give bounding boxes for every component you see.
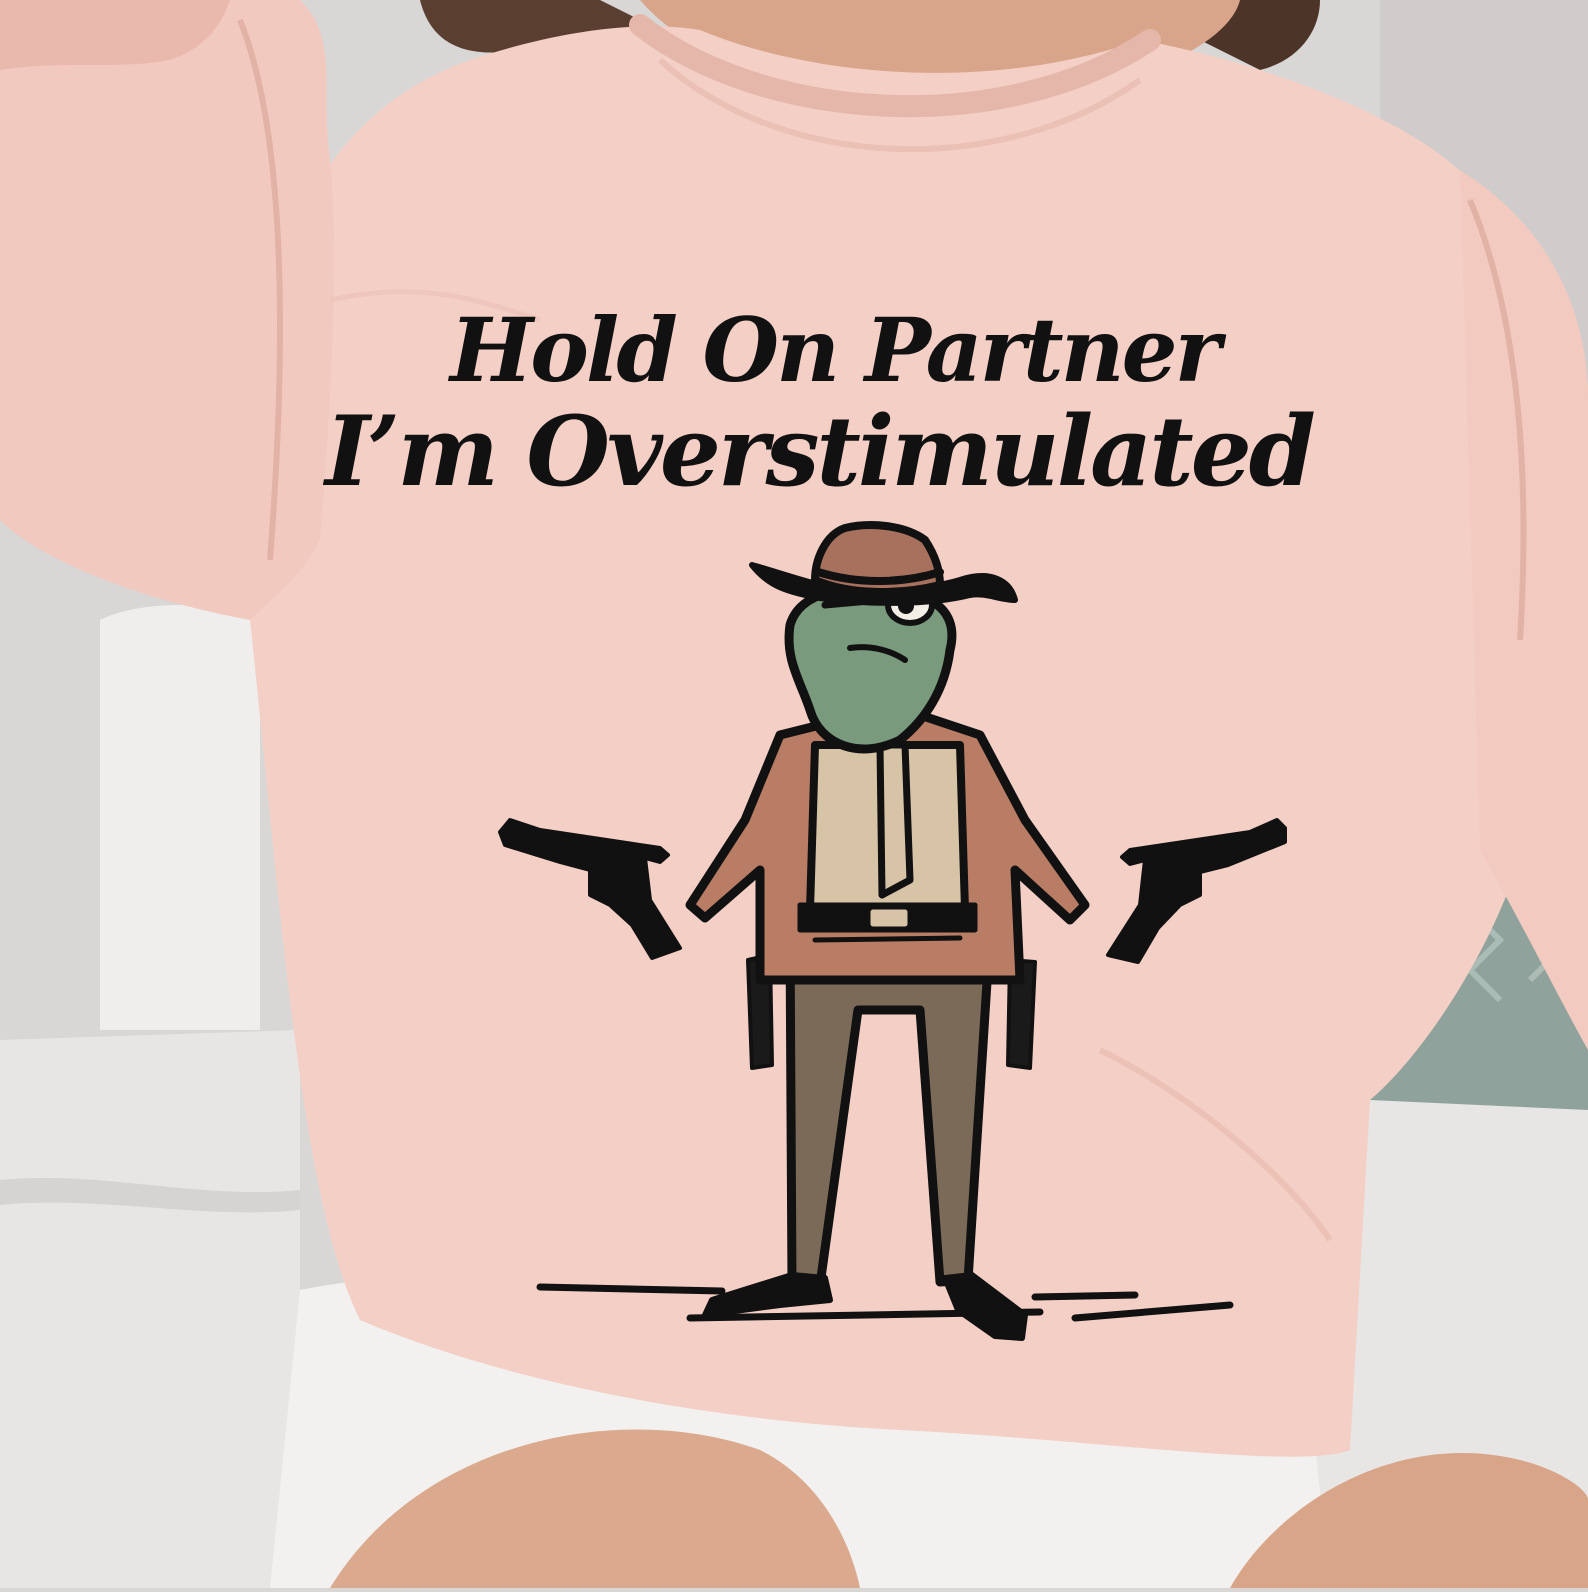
bedsheet-left [0, 1030, 300, 1588]
belt-strap [815, 938, 960, 940]
belt-buckle [868, 907, 910, 929]
frog-tie [880, 745, 910, 895]
white-pillow [100, 605, 260, 1030]
print-line-1: Hold On Partner [450, 298, 1218, 402]
print-line-2: I’m Overstimulated [325, 395, 1313, 508]
